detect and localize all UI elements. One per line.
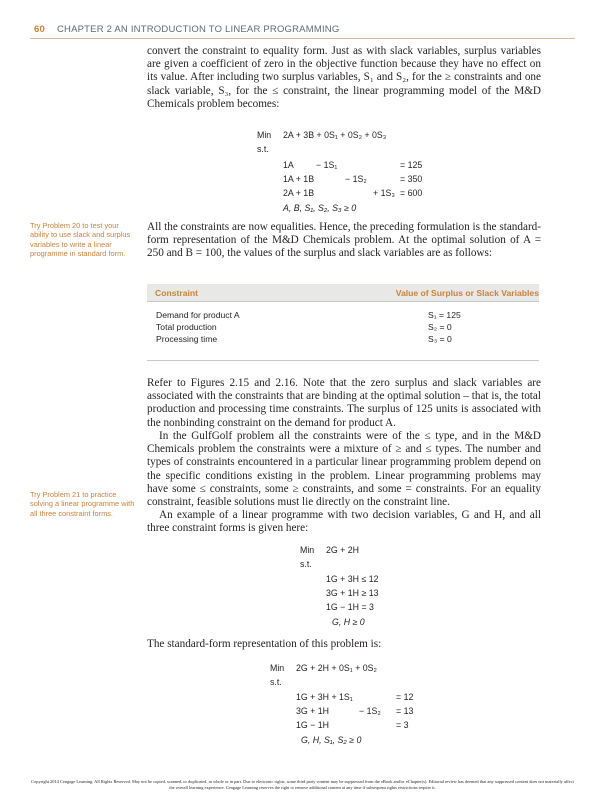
objective-function: 2G + 2H — [326, 545, 360, 555]
paragraph-standard-form: All the constraints are now equalities. Hence, the preceding formulation is the standard-form representation of the M&D Chemicals problem. At the optimal solution of A = 250 and B = 100, the values of the surplus and slack variables are as follows: — [147, 221, 541, 260]
constraint-rhs: = 12 — [396, 692, 414, 702]
constraint-rhs: = 350 — [400, 174, 423, 184]
nonnegativity: G, H, S₁, S₂ ≥ 0 — [301, 735, 362, 745]
constraint-term: − 1S₁ — [316, 160, 338, 170]
st-label: s.t. — [257, 144, 269, 154]
constraint-term: 2A + 1B — [283, 188, 315, 198]
table-cell: S₃ = 0 — [428, 334, 452, 344]
table-cell: Total production — [156, 322, 217, 332]
column-header: Constraint — [155, 288, 198, 298]
min-label: Min — [270, 663, 285, 673]
constraint-term: 1G + 3H + 1S₁ — [296, 692, 353, 702]
table-header — [147, 284, 539, 301]
nonnegativity: A, B, S₁, S₂, S₃ ≥ 0 — [283, 203, 357, 213]
constraint: 1G + 3H ≤ 12 — [326, 574, 379, 584]
running-header — [34, 24, 339, 35]
paragraph-intro: convert the constraint to equality form. Just as with slack variables, surplus variables are given a coefficient of zero in the objective function because they have no effect on its value. After including two surplus variables, S₁ and S₂, for the ≥ constraints and one slack variable, S₃, for the ≤ constraint, the linear programming model of the M&D Chemicals problem becomes: — [147, 45, 541, 110]
constraint: 1G − 1H = 3 — [326, 602, 374, 612]
paragraph-standard-form-intro: The standard-form representation of this problem is: — [147, 638, 382, 650]
paragraph-example: An example of a linear programme with two decision variables, G and H, and all three constraint forms is given here: — [147, 509, 541, 535]
constraint-term: − 1S₂ — [345, 174, 367, 184]
constraint-rhs: = 3 — [396, 720, 409, 730]
table-cell: S₁ = 125 — [428, 310, 461, 320]
column-header: Value of Surplus or Slack Variables — [395, 288, 539, 298]
constraint-term: 1G − 1H — [296, 720, 330, 730]
margin-note-problem-21: Try Problem 21 to practice solving a linear programme with all three constraint forms. — [30, 490, 135, 518]
margin-note-problem-20: Try Problem 20 to test your ability to use slack and surplus variables to write a linear programme in standard form. — [30, 221, 131, 259]
st-label: s.t. — [300, 559, 312, 569]
constraint-term: 1A — [283, 160, 294, 170]
table-cell: Demand for product A — [156, 310, 240, 320]
constraint-term: 1A + 1B — [283, 174, 315, 184]
st-label: s.t. — [270, 677, 282, 687]
constraint-rhs: = 125 — [400, 160, 423, 170]
paragraph-constraint-types: In the GulfGolf problem all the constraints were of the ≤ type, and in the M&D Chemicals problem the constraints were a mixture of ≥ and ≤ types. The number and types of constraints encountered in a particular linear programming problem depend on the specific conditions existing in the problem. Linear programming problems may have some ≤ constraints, some ≥ constraints, and some = constraints. For an equality constraint, feasible solutions must lie directly on the constraint line. — [147, 430, 541, 509]
page-number: 60 — [34, 24, 45, 35]
table-cell: Processing time — [156, 334, 218, 344]
chapter-title: CHAPTER 2 AN INTRODUCTION TO LINEAR PROGRAMMING — [56, 24, 340, 35]
header-rule — [30, 38, 575, 39]
constraint-term: − 1S₂ — [359, 706, 381, 716]
objective-function: 2G + 2H + 0S₁ + 0S₂ — [296, 663, 377, 673]
constraint-term: + 1S₃ — [373, 188, 395, 198]
constraint-rhs: = 600 — [400, 188, 423, 198]
constraint-term: 3G + 1H — [296, 706, 330, 716]
table-rule — [147, 301, 539, 302]
nonnegativity: G, H ≥ 0 — [332, 617, 365, 627]
copyright-footer: Copyright 2014 Cengage Learning. All Rights Reserved. May not be copied, scanned, or duplicated, in whole or in part. Due to electronic rights, some third party content may be suppressed from the eBook and/or eChapter(s). Editorial review has deemed that any suppressed content does not materially affect the overall learning experience. Cengage Learning reserves the right to remove additional content at any time if subsequent rights restrictions require it. — [31, 779, 574, 790]
paragraph-binding: Refer to Figures 2.15 and 2.16. Note that the zero surplus and slack variables are associated with the constraints that are binding at the optimal solution – that is, the total production and processing time constraints. The surplus of 125 units is associated with the nonbinding constraint on the demand for product A. — [147, 377, 541, 429]
constraint-rhs: = 13 — [396, 706, 414, 716]
table-cell: S₂ = 0 — [428, 322, 452, 332]
min-label: Min — [257, 130, 272, 140]
constraint: 3G + 1H ≥ 13 — [326, 588, 379, 598]
min-label: Min — [300, 545, 315, 555]
table-rule — [147, 360, 539, 361]
objective-function: 2A + 3B + 0S₁ + 0S₂ + 0S₃ — [283, 130, 387, 140]
